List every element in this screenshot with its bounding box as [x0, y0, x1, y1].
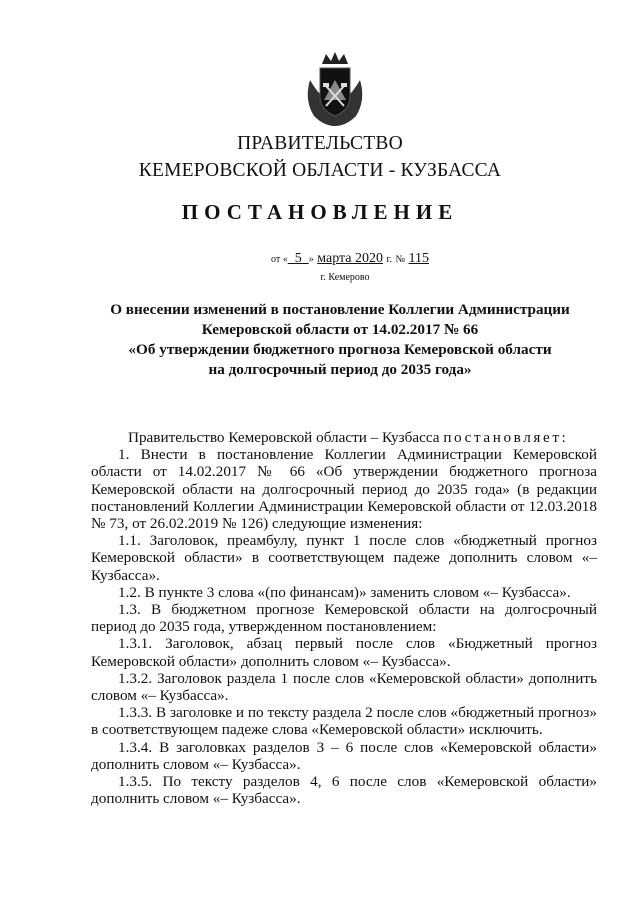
paragraph-1: 1. Внести в постановление Коллегии Администрации Кемеровской области от 14.02.2017 № 66 «Об утверждении бюджетного прогноза Кемеровской области на долгосрочный период до 2035 года» (в редакции постановлений Коллегии Администрации Кемеровской области от 12.03.2018 № 73, от 26.02.2019 № 126) следующие изменения:	[91, 446, 597, 533]
intro-verb: постановляет:	[443, 429, 569, 446]
paragraph-1-3: 1.3. В бюджетном прогнозе Кемеровской области на долгосрочный период до 2035 года, утвержденном постановлением:	[91, 601, 597, 636]
kemerovo-coat-of-arms-icon	[300, 50, 370, 128]
org-name-line-2: КЕМЕРОВСКОЙ ОБЛАСТИ - КУЗБАССА	[138, 160, 502, 181]
paragraph-1-3-2: 1.3.2. Заголовок раздела 1 после слов «Кемеровской области» дополнить словом «– Кузбасса».	[91, 669, 597, 705]
paragraph-1-1: 1.1. Заголовок, преамбулу, пункт 1 после слов «бюджетный прогноз Кемеровской области» в соответствующем падеже дополнить словом «– Кузбасса».	[91, 532, 597, 584]
intro-prefix: Правительство Кемеровской области – Кузбасса	[128, 429, 440, 446]
title-line-2: Кемеровской области от 14.02.2017 № 66	[201, 321, 479, 338]
title-line-3: «Об утверждении бюджетного прогноза Кемеровской области	[128, 341, 552, 358]
document-title	[110, 300, 570, 380]
number-sign: №	[395, 254, 406, 265]
year-suffix: г.	[386, 254, 392, 265]
date-number-line	[0, 251, 640, 267]
title-line-1: О внесении изменений в постановление Коллегии Администрации	[110, 301, 570, 318]
date-from-label: от «	[270, 254, 288, 265]
paragraph-1-3-5: 1.3.5. По тексту разделов 4, 6 после слов «Кемеровской области» дополнить словом «– Кузбасса».	[91, 773, 597, 808]
paragraph-1-3-4: 1.3.4. В заголовках разделов 3 – 6 после слов «Кемеровской области» дополнить словом «– Кузбасса».	[91, 738, 597, 773]
paragraph-1-3-1: 1.3.1. Заголовок, абзац первый после слов «Бюджетный прогноз Кемеровской области» дополнить словом «– Кузбасса».	[91, 635, 597, 670]
date-day: 5	[294, 251, 302, 266]
document-number: 115	[408, 251, 430, 266]
intro-paragraph	[91, 429, 597, 446]
paragraph-1-2: 1.2. В пункте 3 слова «(по финансам)» заменить словом «– Кузбасса».	[118, 583, 571, 601]
document-body	[91, 429, 597, 807]
date-month-year: марта 2020	[317, 251, 384, 266]
date-close-quote: »	[308, 254, 314, 265]
paragraph-1-3-3: 1.3.3. В заголовке и по тексту раздела 2 после слов «бюджетный прогноз» в соответствующем падеже слова «Кемеровской области» исключить.	[91, 704, 597, 739]
city: г. Кемерово	[320, 272, 370, 283]
org-name-line-1: ПРАВИТЕЛЬСТВО	[237, 133, 403, 154]
title-line-4: на долгосрочный период до 2035 года»	[208, 361, 472, 378]
document-type: ПОСТАНОВЛЕНИЕ	[181, 200, 459, 224]
